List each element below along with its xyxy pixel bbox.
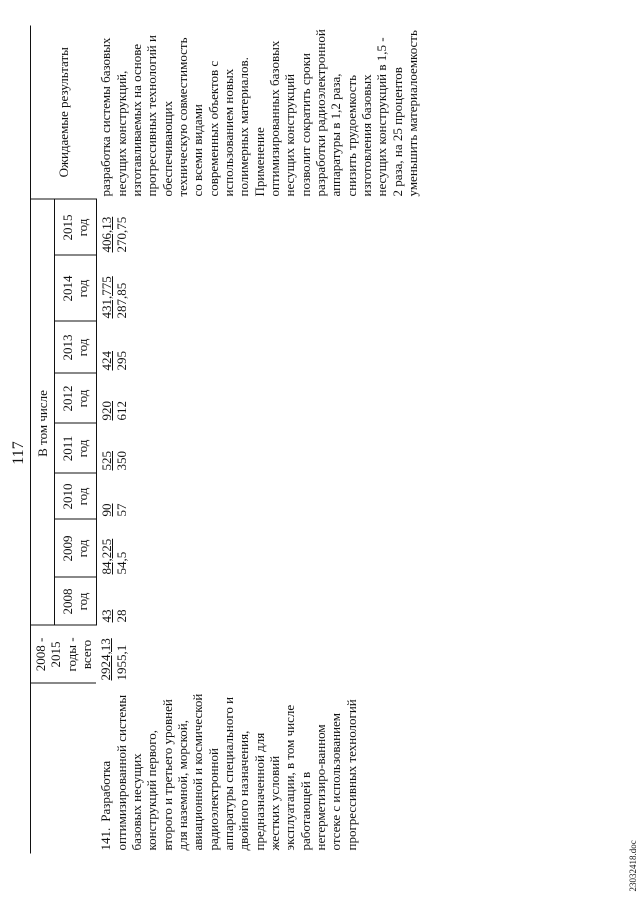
header-in-that-number: В том числе — [31, 373, 55, 473]
header-blank — [31, 683, 97, 853]
header-total: 2008 - 2015 годы - всего — [31, 625, 97, 683]
header-h1-2008 — [31, 577, 55, 625]
row-description-cell — [96, 683, 422, 853]
year-2008: 2008 год — [54, 577, 96, 625]
header-h1-2015 — [31, 199, 55, 255]
header-expected-results: Ожидаемые результаты — [31, 25, 97, 199]
year-2015: 2015 год — [54, 199, 96, 255]
table-row — [96, 25, 422, 853]
program-table — [30, 25, 422, 853]
value-cell-2010: 90 57 — [98, 503, 130, 516]
page-number: 117 — [10, 440, 27, 465]
row-description: Разработка оптимизированной системы базовых несущих конструкций первого, второго и третьего уровней для наземной, морской, авиационной и космической радиоэлектронной аппаратуры специального и двойного назначения, предназначенной для жестких условий эксплуатации, в том числе работающей в негерметизиро-ванном отсеке с использованием прогрессивных технологий — [98, 693, 359, 850]
total-value-2: 1955,1 — [113, 644, 129, 680]
year-2014: 2014 год — [54, 255, 96, 321]
year-2010: 2010 год — [54, 473, 96, 519]
document-footer: 23032418.doc — [628, 839, 638, 891]
year-2011: 2011 год — [54, 423, 96, 473]
header-h1-2013 — [31, 321, 55, 373]
value-cell-2015: 406,13 270,75 — [98, 216, 130, 252]
header-h1-2009 — [31, 519, 55, 577]
total-cell — [96, 625, 422, 683]
value-cell-2014: 431,775 287,85 — [98, 275, 130, 318]
row-number: 141. — [98, 827, 114, 850]
year-2009: 2009 год — [54, 519, 96, 577]
total-value-1: 2924,13 — [98, 637, 114, 680]
expected-result: разработка системы базовых несущих конструкций, изготавливаемых на основе прогрессивных технологий и обеспечивающих техническую совместимость со всеми видами современных объектов с использованием новых полимерных материалов. Применение оптимизированных базовых несущих конструкций позволит сократить сроки разработки радиоэлектронной аппаратуры в 1,2 раза, снизить трудоемкость изготовления базовых несущих конструкций в 1,5 - 2 раза, на 25 процентов уменьшить материалоемкость — [98, 28, 420, 196]
value-cell-2009: 84,225 54,5 — [98, 538, 130, 574]
header-h1-2010 — [31, 473, 55, 519]
header-row-1 — [31, 25, 55, 853]
header-h1-2014 — [31, 255, 55, 321]
value-cell-2013: 424 295 — [98, 350, 130, 370]
value-cell-2008: 43 28 — [98, 609, 130, 622]
value-cell-2012: 920 612 — [98, 400, 130, 420]
value-cell-2011: 525 350 — [98, 450, 130, 470]
year-2013: 2013 год — [54, 321, 96, 373]
year-2012: 2012 год — [54, 373, 96, 423]
